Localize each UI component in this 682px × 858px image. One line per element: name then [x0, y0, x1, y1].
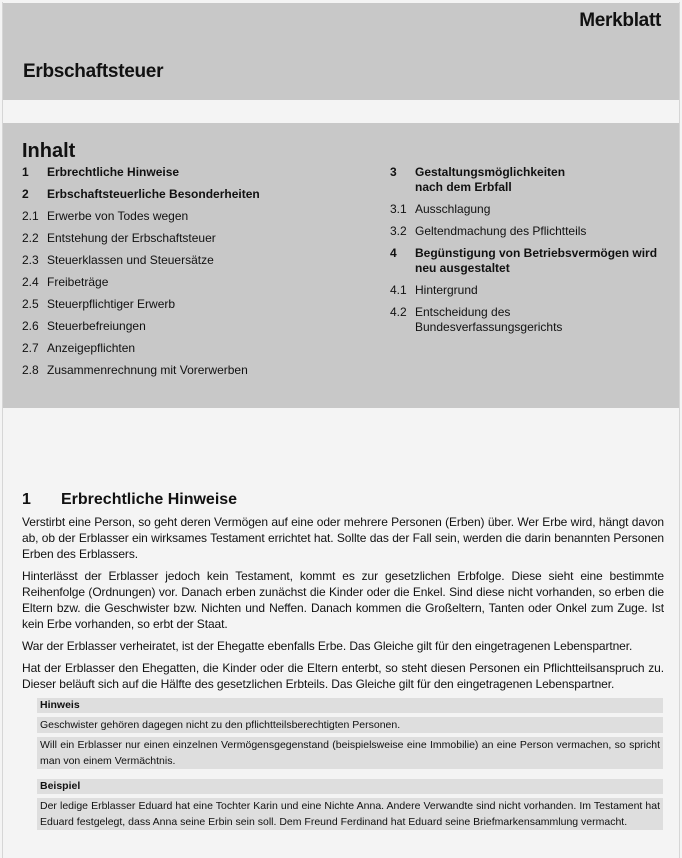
toc-left-column: [22, 165, 362, 385]
toc-item[interactable]: 2.2 Entstehung der Erbschaftsteuer: [22, 231, 216, 245]
toc-item[interactable]: 3.2 Geltendmachung des Pflichtteils: [390, 224, 587, 238]
paragraph: War der Erblasser verheiratet, ist der Ehegatte ebenfalls Erbe. Das Gleiche gilt für den eingetragenen Lebenspartner.: [22, 639, 633, 653]
toc-item[interactable]: 4 Begünstigung von Betriebsvermögen wird neu ausgestaltet: [390, 246, 658, 275]
toc-item[interactable]: 3.1 Ausschlagung: [390, 202, 491, 216]
toc-item[interactable]: 2.7 Anzeigepflichten: [22, 341, 136, 355]
beispiel-box: [37, 779, 663, 830]
toc-item[interactable]: 4.1 Hintergrund: [390, 283, 478, 297]
document-title: Erbschaftsteuer: [23, 61, 164, 82]
paragraph: Hat der Erblasser den Ehegatten, die Kinder oder die Eltern enterbt, so steht diesen Personen ein Pflichtteilsanspruch zu. Dieser beläuft sich auf die Hälfte des gesetzlichen Erbteils. Das Gleiche gilt für den eingetragenen Lebenspartner.: [22, 661, 664, 691]
toc-item[interactable]: 2.8 Zusammenrechnung mit Vorerwerben: [22, 363, 248, 377]
hinweis-line: Geschwister gehören dagegen nicht zu den pflichtteilsberechtigten Personen.: [37, 717, 663, 733]
section-erbrechtliche-hinweise: [22, 490, 664, 834]
toc-item[interactable]: 3 Gestaltungsmöglichkeiten nach dem Erbfall: [390, 165, 566, 194]
table-of-contents: [3, 123, 679, 408]
toc-item[interactable]: 2.5 Steuerpflichtiger Erwerb: [22, 297, 176, 311]
toc-item[interactable]: 2 Erbschaftsteuerliche Besonderheiten: [22, 187, 260, 201]
toc-item[interactable]: 4.2 Entscheidung des Bundesverfassungsgerichts: [390, 305, 563, 334]
paragraph: Verstirbt eine Person, so geht deren Vermögen auf eine oder mehrere Personen (Erben) über. Wer Erbe wird, hängt davon ab, ob der Erblasser ein wirksames Testament errichtet hat. Sollte das der Fall sein, werden die darin benannten Personen Erben des Erblassers.: [22, 515, 664, 561]
hinweis-title: Hinweis: [37, 698, 663, 713]
document-type-label: Merkblatt: [579, 10, 661, 31]
toc-item[interactable]: 2.3 Steuerklassen und Steuersätze: [22, 253, 214, 267]
hinweis-box: [37, 698, 663, 769]
document-header: [3, 3, 679, 100]
toc-item[interactable]: 2.1 Erwerbe von Todes wegen: [22, 209, 189, 223]
toc-item[interactable]: 2.6 Steuerbefreiungen: [22, 319, 146, 333]
toc-item[interactable]: 2.4 Freibeträge: [22, 275, 109, 289]
toc-right-column: [390, 165, 675, 342]
hinweis-line: Will ein Erblasser nur einen einzelnen Vermögensgegenstand (beispielsweise eine Immobilie) an eine Person vermachen, so spricht man von einem Vermächtnis.: [37, 737, 663, 769]
beispiel-title: Beispiel: [37, 779, 663, 794]
paragraph: Hinterlässt der Erblasser jedoch kein Testament, kommt es zur gesetzlichen Erbfolge. Diese sieht eine bestimmte Reihenfolge (Ordnungen) vor. Danach erben zunächst die Kinder oder die Enkel. Sind diese nicht vorhanden, so erben die Eltern bzw. die Geschwister bzw. Nichten und Neffen. Danach kommen die Großeltern, Tanten oder Onkel zum Zuge. Ist kein Erbe vorhanden, so erbt der Staat.: [22, 569, 664, 631]
section-heading: 1 Erbrechtliche Hinweise: [22, 491, 238, 508]
toc-title: Inhalt: [22, 140, 76, 162]
beispiel-text: Der ledige Erblasser Eduard hat eine Tochter Karin und eine Nichte Anna. Andere Verwandte sind nicht vorhanden. Im Testament hat Eduard festgelegt, dass Anna seine Erbin sein soll. Dem Freund Ferdinand hat Eduard seine Briefmarkensammlung vermacht.: [37, 798, 663, 830]
toc-item[interactable]: 1 Erbrechtliche Hinweise: [22, 165, 180, 179]
